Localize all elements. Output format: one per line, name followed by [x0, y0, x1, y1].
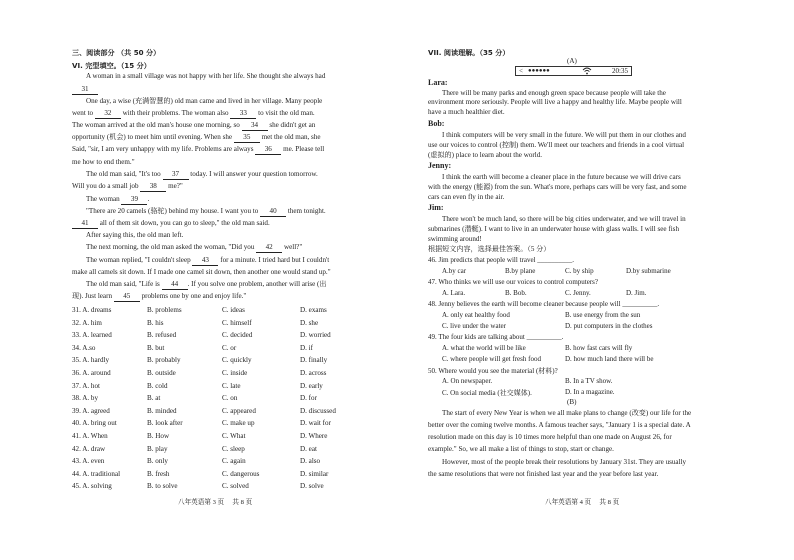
passage-line: have a much healthier diet. — [428, 108, 505, 116]
option[interactable]: D. for — [300, 394, 317, 403]
option[interactable]: B. Bob. — [505, 289, 527, 297]
option[interactable]: D. put computers in the clothes — [565, 322, 653, 330]
option[interactable]: C. quickly — [222, 356, 252, 365]
option[interactable]: C. again — [222, 457, 246, 466]
signal-dots-icon: ●●●●●● — [528, 68, 550, 74]
blank-35[interactable]: 35 — [234, 133, 260, 143]
cloze-title: VI. 完型填空。（15 分） — [72, 61, 151, 70]
option[interactable]: B. look after — [147, 419, 183, 428]
option[interactable]: C. on — [222, 394, 238, 403]
option[interactable]: D. she — [300, 318, 319, 327]
option-row — [72, 319, 372, 332]
passage-line: environment more seriously. People will live a happy and healthy life. Maybe people will — [428, 98, 682, 106]
option[interactable]: B. his — [147, 318, 164, 327]
cloze-line: The old man said, "Life is 44 . If you solve one problem, another will arise (出 — [86, 280, 327, 288]
passage-line: I think the earth will become a cleaner place in the future because we will drive cars — [442, 173, 681, 181]
option[interactable]: A.by car — [442, 267, 467, 275]
option[interactable]: B. refused — [147, 331, 177, 340]
option[interactable]: B.by plane — [505, 267, 536, 275]
option[interactable]: B. but — [147, 343, 165, 352]
option[interactable]: D. finally — [300, 356, 328, 365]
section-title: 三、阅读部分 （共 50 分） — [72, 48, 161, 57]
option[interactable]: C. live under the water — [442, 322, 506, 330]
page-footer: 八年英语第 4 页 共 8 页 — [545, 499, 620, 506]
passage-line: use our voices to control (控制) them. We'll meet our teachers and friends in a cool virtual — [428, 141, 685, 149]
option[interactable]: A. what the world will be like — [442, 344, 526, 352]
wifi-icon — [582, 67, 592, 77]
cloze-line: me how to end them." — [72, 158, 135, 166]
option[interactable]: B. In a TV show. — [565, 377, 613, 385]
passage-line: example." So, we all make a list of things to stop, start or change. — [428, 445, 614, 453]
passage-line: resolution made on this day is 10 times more helpful than one made on August 26, for — [428, 433, 672, 441]
speaker-lara: Lara: — [428, 78, 448, 87]
option[interactable]: B. How — [147, 431, 170, 440]
option[interactable]: B. only — [147, 457, 168, 466]
blank-33[interactable]: 33 — [230, 109, 256, 119]
option[interactable]: B. cold — [147, 381, 168, 390]
option[interactable]: B. to solve — [147, 482, 178, 491]
cloze-line: 现). Just learn 45 problems one by one and enjoy life." — [72, 292, 247, 300]
option-row — [72, 482, 372, 495]
option[interactable]: D. In a magazine. — [565, 388, 615, 396]
blank-31[interactable]: 31 — [72, 85, 98, 95]
passage-line: better over the coming twelve months. A famous teacher says, "January 1 is a special date. A — [428, 421, 691, 429]
option[interactable]: C. late — [222, 381, 241, 390]
option[interactable]: 43. A. even — [72, 457, 105, 466]
speaker-jim: Jim: — [428, 203, 444, 212]
passage-line: with the energy (能源) from the sun. What's more, perhaps cars will be very fast, and some — [428, 183, 687, 191]
passage-line: I think computers will be very small in the future. We will put them in our clothes and — [442, 131, 686, 139]
option[interactable]: 33. A. learned — [72, 331, 112, 340]
option-row — [72, 306, 372, 319]
option[interactable]: C. What — [222, 431, 246, 440]
option-row — [72, 382, 372, 395]
option[interactable]: B. how fast cars will fly — [565, 344, 633, 352]
cloze-line: The old man said, "It's too 37 today. I will answer your question tomorrow. — [86, 170, 318, 178]
cloze-line: The woman arrived at the old man's house one morning, so 34 she didn't get an — [72, 121, 316, 129]
option-row — [72, 432, 372, 445]
blank-38[interactable]: 38 — [140, 182, 166, 192]
option[interactable]: C. himself — [222, 318, 252, 327]
blank-43[interactable]: 43 — [192, 256, 218, 266]
option-row — [72, 369, 372, 382]
cloze-line: Said, "sir, I am very unhappy with my life. Problems are always 36 me. Please tell — [72, 145, 325, 153]
option[interactable]: C. appeared — [222, 406, 256, 415]
clock-time: 20:35 — [612, 67, 628, 75]
option-row — [72, 331, 372, 344]
option[interactable]: C. ideas — [222, 306, 245, 314]
option[interactable]: B. use energy from the sun — [565, 311, 641, 319]
option-row — [72, 344, 372, 357]
blank-32[interactable]: 32 — [95, 109, 121, 119]
option[interactable]: D. eat — [300, 444, 317, 453]
cloze-line: One day, a wise (充满智慧的) old man came and lived in her village. Many people — [86, 97, 323, 105]
cloze-line: went to 32 with their problems. The woman also 33 to visit the old man. — [72, 109, 315, 117]
option[interactable]: D. if — [300, 343, 314, 352]
blank-36[interactable]: 36 — [255, 145, 281, 155]
option[interactable]: C. dangerous — [222, 469, 260, 478]
cloze-line: The woman 39 . — [86, 195, 150, 203]
option[interactable]: D. similar — [300, 469, 329, 478]
blank-42[interactable]: 42 — [256, 243, 282, 253]
cloze-line: After saying this, the old man left. — [86, 231, 184, 239]
speaker-bob: Bob: — [428, 119, 445, 128]
option[interactable]: D. Where — [300, 431, 328, 440]
option[interactable]: 31. A. dreams — [72, 306, 112, 314]
option-row — [72, 419, 372, 432]
option[interactable]: A. Lara. — [442, 289, 466, 297]
phone-status-bar — [515, 66, 632, 76]
cloze-line: The woman replied, "I couldn't sleep 43 for a minute. I tried hard but I couldn't — [86, 256, 330, 264]
option[interactable]: B. play — [147, 444, 168, 453]
passage-line: (虚拟的) place to learn about the world. — [428, 151, 543, 159]
option[interactable]: 38. A. by — [72, 394, 99, 403]
option[interactable]: D. wait for — [300, 419, 331, 428]
question-49: 49. The four kids are talking about __________. — [428, 333, 564, 341]
option[interactable]: B. problems — [147, 306, 182, 314]
question-46: 46. Jim predicts that people will travel __________. — [428, 256, 575, 264]
option[interactable]: B. probably — [147, 356, 181, 365]
speaker-jenny: Jenny: — [428, 161, 452, 170]
cloze-line: make all camels sit down. If I made one camel sit down, then another one would stand up." — [72, 268, 331, 276]
option[interactable]: C. where people will get fresh food — [442, 355, 541, 363]
option[interactable]: C. inside — [222, 368, 248, 377]
option[interactable]: 41. A. When — [72, 431, 108, 440]
passage-a-label: (A) — [567, 57, 577, 65]
option[interactable]: C. by ship — [565, 267, 594, 275]
option[interactable]: A. On newspaper. — [442, 377, 493, 385]
option[interactable]: C. or — [222, 343, 237, 352]
passage-line: There will be many parks and enough green space because people will take the — [442, 89, 666, 97]
passage-line: submarines (潜艇). I want to live in an underwater house with glass walls. I will see fish — [428, 225, 679, 233]
blank-34[interactable]: 34 — [242, 121, 268, 131]
cloze-line: Will you do a small job 38 me?" — [72, 182, 183, 190]
option[interactable]: D. also — [300, 457, 321, 466]
blank-41[interactable]: 41 — [72, 219, 98, 229]
option[interactable]: 35. A. hardly — [72, 356, 110, 365]
option-row — [72, 356, 372, 369]
cloze-line — [72, 85, 98, 95]
option[interactable]: 37. A. hot — [72, 381, 100, 390]
back-arrow-icon: < — [519, 67, 523, 75]
option-row — [72, 394, 372, 407]
cloze-options — [72, 306, 372, 495]
option[interactable]: B. outside — [147, 368, 176, 377]
option[interactable]: B. fresh — [147, 469, 170, 478]
option[interactable]: 45. A. solving — [72, 482, 112, 491]
option[interactable]: 32. A. him — [72, 318, 102, 327]
option[interactable]: D. early — [300, 381, 323, 390]
option-row — [72, 407, 372, 420]
option[interactable]: D. Jim. — [626, 289, 647, 297]
passage-line: the same resolutions that were not finished last year and the year before last year. — [428, 470, 659, 478]
option[interactable]: D. discussed — [300, 406, 336, 415]
question-47: 47. Who thinks we will use our voices to control computers? — [428, 278, 598, 286]
passage-line: However, most of the people break their resolutions by January 31st. They are usually — [442, 458, 687, 466]
option-row — [72, 457, 372, 470]
option[interactable]: B. at — [147, 394, 161, 403]
passage-line: swimming around! — [428, 235, 482, 243]
cloze-line: The next morning, the old man asked the woman, "Did you 42 well?" — [86, 243, 303, 251]
option[interactable]: C. sleep — [222, 444, 245, 453]
option[interactable]: C. make up — [222, 419, 255, 428]
option[interactable]: D. solve — [300, 482, 324, 491]
blank-37[interactable]: 37 — [163, 170, 189, 180]
option[interactable]: D. worried — [300, 331, 331, 340]
option[interactable]: 34. A.so — [72, 343, 96, 352]
option[interactable]: D.by submarine — [626, 267, 671, 275]
passage-line: cars can even fly in the air. — [428, 193, 505, 201]
reading-title: VII. 阅读理解。（35 分） — [428, 48, 510, 57]
option[interactable]: 36. A. around — [72, 368, 111, 377]
option[interactable]: B. minded — [147, 406, 177, 415]
option[interactable]: C. Jenny. — [565, 289, 591, 297]
option[interactable]: A. only eat healthy food — [442, 311, 510, 319]
questions-instruction: 根据短文内容，选择最佳答案。（5 分） — [428, 245, 551, 253]
cloze-line: opportunity (机会) to meet him until evening. When she 35 met the old man, she — [72, 133, 321, 141]
option[interactable]: 44. A. traditional — [72, 469, 121, 478]
option[interactable]: 40. A. bring out — [72, 419, 117, 428]
option[interactable]: D. across — [300, 368, 327, 377]
option[interactable]: 39. A. agreed — [72, 406, 110, 415]
page-footer: 八年英语第 3 页 共 8 页 — [178, 499, 253, 506]
blank-40[interactable]: 40 — [260, 207, 286, 217]
option[interactable]: D. exams — [300, 306, 327, 314]
blank-44[interactable]: 44 — [162, 280, 188, 290]
option[interactable]: C. On social media (社交媒体). — [442, 389, 532, 397]
blank-45[interactable]: 45 — [114, 292, 140, 302]
passage-line: There won't be much land, so there will be big cities underwater, and we will travel in — [442, 215, 686, 223]
question-50: 50. Where would you see the material (材料)? — [428, 367, 558, 375]
option-row — [72, 445, 372, 458]
cloze-line: 41 all of them sit down, you can go to sleep," the old man said. — [72, 219, 270, 229]
option[interactable]: D. how much land there will be — [565, 355, 654, 363]
blank-39[interactable]: 39 — [121, 195, 147, 205]
cloze-line: "There are 20 camels (骆驼) behind my house. I want you to 40 them tonight. — [86, 207, 326, 215]
option[interactable]: C. decided — [222, 331, 253, 340]
option[interactable]: C. solved — [222, 482, 249, 491]
passage-b-label: (B) — [567, 398, 577, 406]
passage-line: The start of every New Year is when we all make plans to change (改变) our life for the — [442, 409, 692, 417]
option-row — [72, 470, 372, 483]
question-48: 48. Jenny believes the earth will become cleaner because people will __________. — [428, 300, 660, 308]
option[interactable]: 42. A. draw — [72, 444, 106, 453]
cloze-line: A woman in a small village was not happy with her life. She thought she always had — [86, 72, 326, 80]
